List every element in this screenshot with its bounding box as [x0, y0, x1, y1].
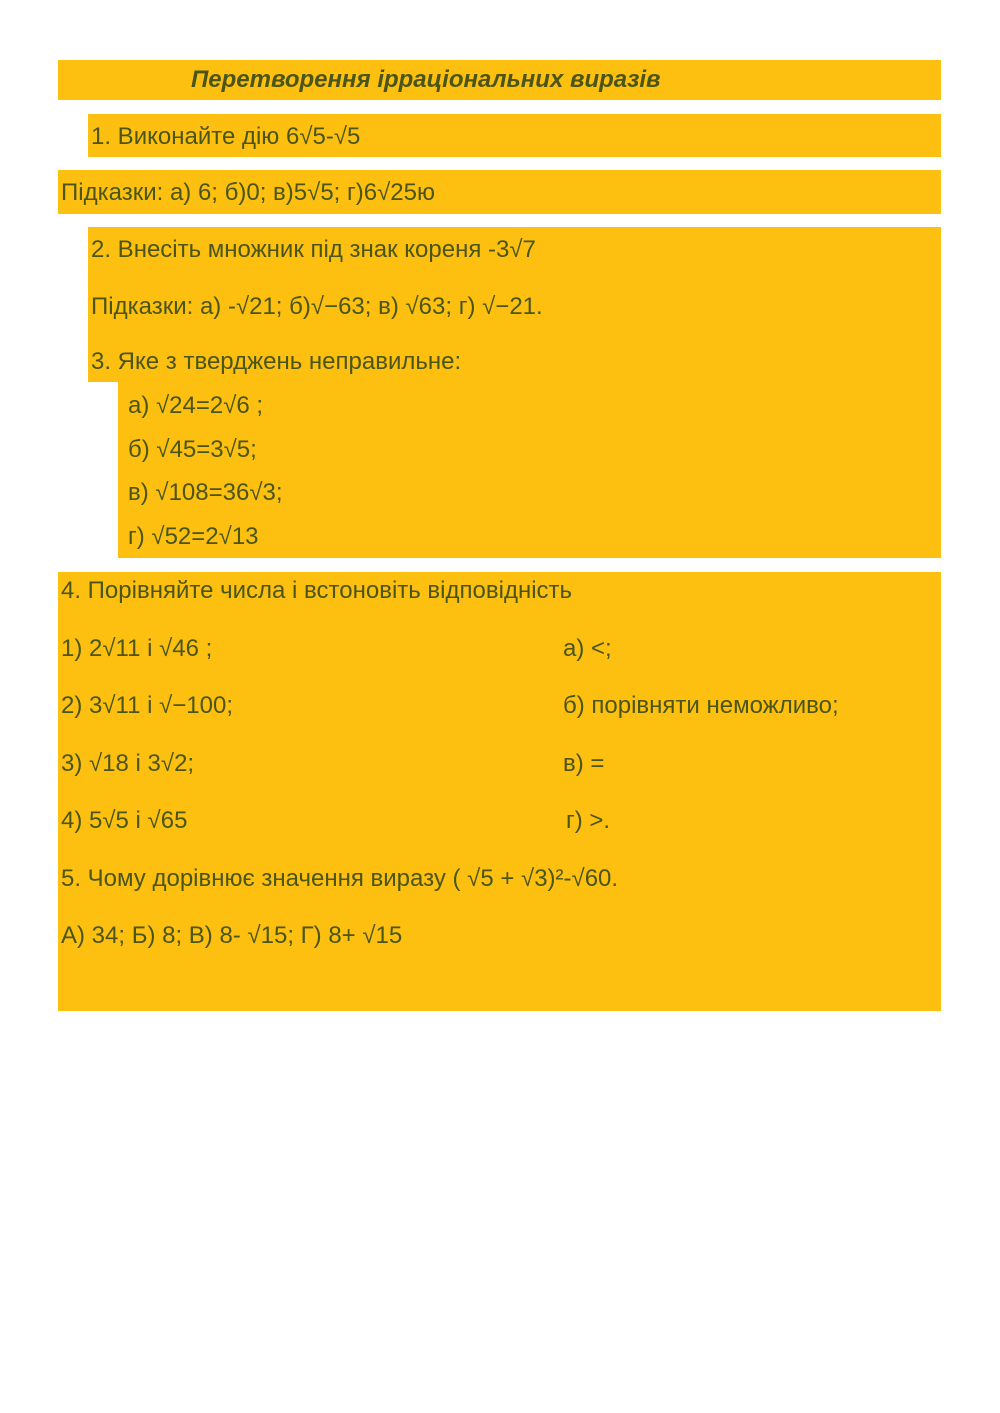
task1-text: 1. Виконайте дію 6√5-√5 — [91, 123, 361, 150]
hints2-text: Підказки: а) -√21; б)√−63; в) √63; г) √−21. — [91, 293, 543, 320]
task4-left-item: 3) √18 і 3√2; — [61, 750, 195, 777]
task5-answers: А) 34; Б) 8; В) 8- √15; Г) 8+ √15 — [61, 922, 403, 949]
task3-option: г) √52=2√13 — [128, 523, 259, 550]
task2-text: 2. Внесіть множник під знак кореня -3√7 — [91, 236, 536, 263]
task4-right-item: г) >. — [566, 807, 611, 834]
task4-question: 4. Порівняйте числа і встоновіть відповідність — [61, 577, 573, 604]
task4-right-item: а) <; — [563, 635, 612, 662]
task3-question: 3. Яке з тверджень неправильне: — [91, 348, 462, 375]
task4-right-item: б) порівняти неможливо; — [563, 692, 839, 719]
task3-option: б) √45=3√5; — [128, 436, 257, 463]
hints1-text: Підказки: а) 6; б)0; в)5√5; г)6√25ю — [61, 179, 435, 206]
task3-option: а) √24=2√6 ; — [128, 392, 264, 419]
task5-question: 5. Чому дорівнює значення виразу ( √5 + √3)²-√60. — [61, 865, 619, 892]
task3-option: в) √108=36√3; — [128, 479, 283, 506]
task4-right-item: в) = — [563, 750, 605, 777]
page-title: Перетворення ірраціональних виразів — [191, 66, 661, 93]
task4-left-item: 4) 5√5 і √65 — [61, 807, 188, 834]
task4-left-item: 2) 3√11 і √−100; — [61, 692, 234, 719]
task4-left-item: 1) 2√11 і √46 ; — [61, 635, 213, 662]
